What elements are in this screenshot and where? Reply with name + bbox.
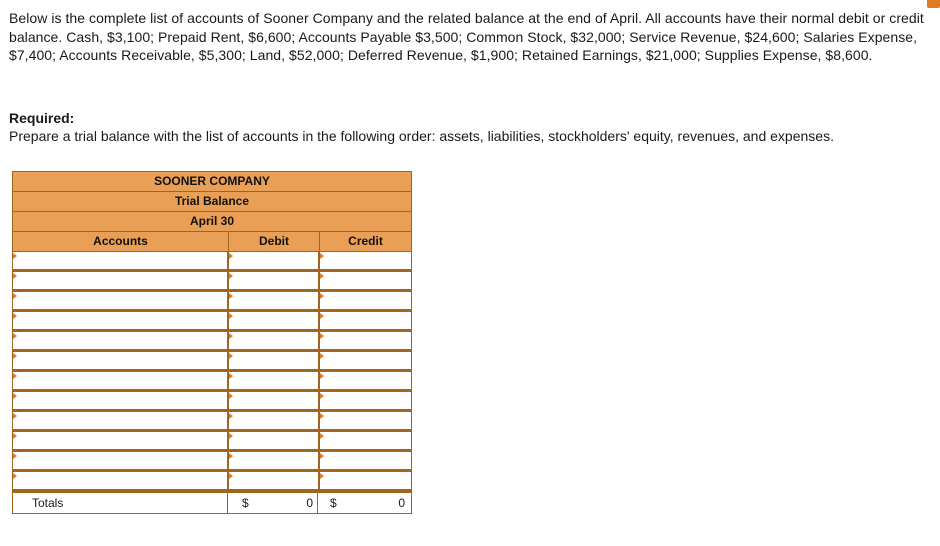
table-row	[13, 452, 411, 472]
credit-total	[318, 493, 409, 513]
required-title: Required:	[9, 110, 75, 126]
credit-input[interactable]	[320, 472, 411, 489]
credit-input[interactable]	[320, 372, 411, 389]
account-input[interactable]	[13, 312, 229, 329]
account-input[interactable]	[13, 292, 229, 309]
company-name: SOONER COMPANY	[13, 172, 411, 192]
debit-input[interactable]	[229, 412, 320, 429]
table-row	[13, 332, 411, 352]
credit-total-value: 0	[398, 496, 405, 510]
debit-input[interactable]	[229, 372, 320, 389]
totals-row	[13, 492, 411, 513]
debit-input[interactable]	[229, 252, 320, 269]
problem-statement	[9, 9, 937, 65]
credit-input[interactable]	[320, 452, 411, 469]
credit-input[interactable]	[320, 292, 411, 309]
credit-input[interactable]	[320, 432, 411, 449]
debit-input[interactable]	[229, 392, 320, 409]
table-row	[13, 272, 411, 292]
credit-input[interactable]	[320, 412, 411, 429]
credit-input[interactable]	[320, 312, 411, 329]
credit-input[interactable]	[320, 332, 411, 349]
statement-date: April 30	[13, 212, 411, 232]
totals-label: Totals	[13, 493, 228, 513]
column-header-row	[13, 232, 411, 252]
entry-rows	[13, 252, 411, 492]
credit-input[interactable]	[320, 352, 411, 369]
credit-total-currency: $	[330, 496, 337, 510]
account-input[interactable]	[13, 372, 229, 389]
table-row	[13, 372, 411, 392]
table-row	[13, 292, 411, 312]
table-row	[13, 392, 411, 412]
account-input[interactable]	[13, 332, 229, 349]
table-row	[13, 412, 411, 432]
required-text: Prepare a trial balance with the list of accounts in the following order: assets, liabilities, stockholders' equity, revenues, and expenses.	[9, 128, 834, 144]
account-input[interactable]	[13, 272, 229, 289]
accounts-column-header: Accounts	[13, 232, 229, 251]
account-input[interactable]	[13, 392, 229, 409]
account-input[interactable]	[13, 412, 229, 429]
problem-text: Below is the complete list of accounts of Sooner Company and the related balance at the end of April. All accounts have their normal debit or credit balance. Cash, $3,100; Prepaid Rent, $6,600; Accounts Payable $3,500; Common Stock, $32,000; Service Revenue, $24,600; Salaries Expense, $7,400; Accounts Receivable, $5,300; Land, $52,000; Deferred Revenue, $1,900; Retained Earnings, $21,000; Supplies Expense, $8,600.	[9, 10, 924, 63]
table-row	[13, 472, 411, 492]
table-row	[13, 252, 411, 272]
debit-input[interactable]	[229, 312, 320, 329]
corner-tab	[927, 0, 940, 8]
statement-title: Trial Balance	[13, 192, 411, 212]
table-row	[13, 432, 411, 452]
credit-column-header: Credit	[348, 234, 383, 248]
credit-input[interactable]	[320, 272, 411, 289]
credit-input[interactable]	[320, 392, 411, 409]
account-input[interactable]	[13, 472, 229, 489]
table-row	[13, 312, 411, 332]
debit-input[interactable]	[229, 472, 320, 489]
debit-total-value: 0	[306, 496, 313, 510]
table-row	[13, 352, 411, 372]
debit-input[interactable]	[229, 432, 320, 449]
account-input[interactable]	[13, 432, 229, 449]
debit-input[interactable]	[229, 332, 320, 349]
debit-total-currency: $	[242, 496, 249, 510]
account-input[interactable]	[13, 452, 229, 469]
account-input[interactable]	[13, 352, 229, 369]
debit-column-header: Debit	[229, 232, 320, 251]
debit-total	[228, 493, 318, 513]
debit-input[interactable]	[229, 292, 320, 309]
account-input[interactable]	[13, 252, 229, 269]
trial-balance-table	[12, 171, 412, 514]
credit-input[interactable]	[320, 252, 411, 269]
debit-input[interactable]	[229, 272, 320, 289]
debit-input[interactable]	[229, 352, 320, 369]
debit-input[interactable]	[229, 452, 320, 469]
